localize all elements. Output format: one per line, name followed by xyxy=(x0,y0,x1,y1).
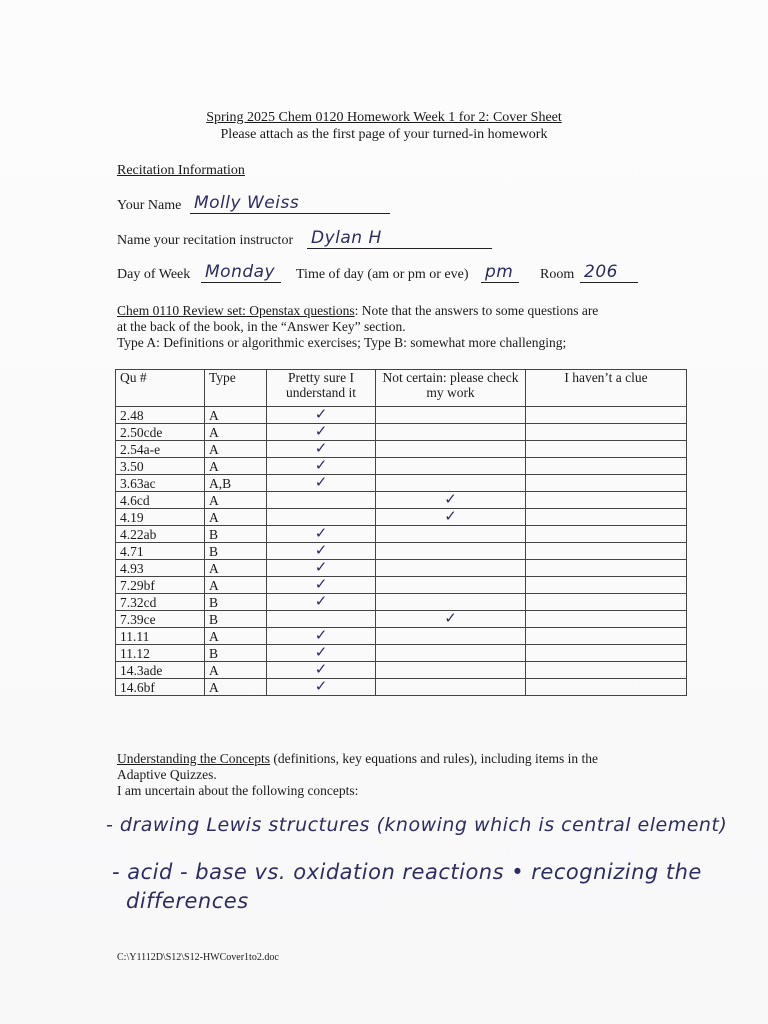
not-certain-cell[interactable] xyxy=(376,424,526,441)
pretty-sure-cell[interactable] xyxy=(267,560,376,577)
no-clue-cell[interactable] xyxy=(526,492,687,509)
table-row xyxy=(116,679,687,696)
table-row xyxy=(116,526,687,543)
check-mark-icon: ✓ xyxy=(314,440,328,457)
no-clue-cell[interactable] xyxy=(526,560,687,577)
header-no-clue: I haven’t a clue xyxy=(526,370,687,407)
not-certain-cell[interactable] xyxy=(376,441,526,458)
check-mark-icon: ✓ xyxy=(314,661,328,678)
not-certain-cell[interactable] xyxy=(376,594,526,611)
table-row xyxy=(116,645,687,662)
pretty-sure-cell[interactable] xyxy=(267,509,376,526)
no-clue-cell[interactable] xyxy=(526,407,687,424)
instructor-field[interactable] xyxy=(307,228,492,249)
concepts-line3: I am uncertain about the following concepts: xyxy=(117,783,359,798)
no-clue-cell[interactable] xyxy=(526,628,687,645)
concepts-line2: Adaptive Quizzes. xyxy=(117,767,217,782)
not-certain-cell[interactable] xyxy=(376,458,526,475)
question-type: A xyxy=(205,509,267,526)
pretty-sure-cell[interactable] xyxy=(267,407,376,424)
no-clue-cell[interactable] xyxy=(526,509,687,526)
question-number: 3.63ac xyxy=(116,475,205,492)
question-number: 2.48 xyxy=(116,407,205,424)
question-type: A xyxy=(205,492,267,509)
room-value: 206 xyxy=(584,262,618,282)
question-type: A xyxy=(205,458,267,475)
recitation-heading: Recitation Information xyxy=(117,163,245,178)
header-not-certain: Not certain: please check my work xyxy=(376,370,526,407)
check-mark-icon: ✓ xyxy=(314,644,328,661)
table-row xyxy=(116,424,687,441)
time-field[interactable] xyxy=(481,262,519,283)
question-number: 4.6cd xyxy=(116,492,205,509)
no-clue-cell[interactable] xyxy=(526,458,687,475)
review-line3: Type A: Definitions or algorithmic exercises; Type B: somewhat more challenging; xyxy=(117,335,567,350)
question-number: 7.32cd xyxy=(116,594,205,611)
table-row xyxy=(116,611,687,628)
question-type: A,B xyxy=(205,475,267,492)
question-type: B xyxy=(205,645,267,662)
not-certain-cell[interactable] xyxy=(376,543,526,560)
day-value: Monday xyxy=(205,262,276,282)
table-header-row xyxy=(116,370,687,407)
pretty-sure-cell[interactable] xyxy=(267,441,376,458)
check-mark-icon: ✓ xyxy=(314,525,328,542)
check-mark-icon: ✓ xyxy=(444,491,457,508)
question-number: 4.19 xyxy=(116,509,205,526)
pretty-sure-cell[interactable] xyxy=(267,526,376,543)
check-mark-icon: ✓ xyxy=(314,559,328,576)
table-row xyxy=(116,628,687,645)
question-table xyxy=(115,369,687,696)
room-label: Room xyxy=(540,267,575,282)
pretty-sure-cell[interactable] xyxy=(267,424,376,441)
review-paragraph xyxy=(117,303,657,351)
pretty-sure-cell[interactable] xyxy=(267,492,376,509)
header-pretty-sure: Pretty sure I understand it xyxy=(267,370,376,407)
question-number: 2.50cde xyxy=(116,424,205,441)
pretty-sure-cell[interactable] xyxy=(267,662,376,679)
not-certain-cell[interactable] xyxy=(376,577,526,594)
pretty-sure-cell[interactable] xyxy=(267,475,376,492)
question-number: 2.54a-e xyxy=(116,441,205,458)
check-mark-icon: ✓ xyxy=(314,678,328,695)
no-clue-cell[interactable] xyxy=(526,679,687,696)
question-type: B xyxy=(205,594,267,611)
pretty-sure-cell[interactable] xyxy=(267,679,376,696)
table-row xyxy=(116,407,687,424)
pretty-sure-cell[interactable] xyxy=(267,577,376,594)
table-row xyxy=(116,509,687,526)
table-body xyxy=(116,407,687,696)
question-type: B xyxy=(205,526,267,543)
not-certain-cell[interactable] xyxy=(376,492,526,509)
table-row xyxy=(116,441,687,458)
question-type: A xyxy=(205,441,267,458)
no-clue-cell[interactable] xyxy=(526,611,687,628)
not-certain-cell[interactable] xyxy=(376,526,526,543)
check-mark-icon: ✓ xyxy=(314,542,328,559)
table-row xyxy=(116,577,687,594)
question-type: A xyxy=(205,424,267,441)
question-number: 4.22ab xyxy=(116,526,205,543)
question-number: 7.39ce xyxy=(116,611,205,628)
question-type: B xyxy=(205,543,267,560)
check-mark-icon: ✓ xyxy=(314,576,328,593)
concepts-heading: Understanding the Concepts xyxy=(117,751,270,766)
header-type: Type xyxy=(205,370,267,407)
no-clue-cell[interactable] xyxy=(526,662,687,679)
check-mark-icon: ✓ xyxy=(314,406,328,423)
pretty-sure-cell[interactable] xyxy=(267,458,376,475)
not-certain-cell[interactable] xyxy=(376,560,526,577)
review-heading: Chem 0110 Review set: Openstax questions xyxy=(117,303,355,318)
not-certain-cell[interactable] xyxy=(376,475,526,492)
review-text: : Note that the answers to some questions are xyxy=(354,303,599,318)
table-row xyxy=(116,475,687,492)
not-certain-cell[interactable] xyxy=(376,628,526,645)
no-clue-cell[interactable] xyxy=(526,577,687,594)
pretty-sure-cell[interactable] xyxy=(267,543,376,560)
question-type: A xyxy=(205,577,267,594)
concepts-text: (definitions, key equations and rules), including items in the xyxy=(269,751,599,766)
day-label: Day of Week xyxy=(117,267,191,282)
check-mark-icon: ✓ xyxy=(444,610,457,627)
concepts-paragraph xyxy=(117,751,677,799)
pretty-sure-cell[interactable] xyxy=(267,628,376,645)
pretty-sure-cell[interactable] xyxy=(267,611,376,628)
question-number: 7.29bf xyxy=(116,577,205,594)
not-certain-cell[interactable] xyxy=(376,407,526,424)
question-number: 11.11 xyxy=(116,628,205,645)
pretty-sure-cell[interactable] xyxy=(267,594,376,611)
no-clue-cell[interactable] xyxy=(526,441,687,458)
no-clue-cell[interactable] xyxy=(526,645,687,662)
concept-answer-1: - drawing Lewis structures (knowing which is central element) xyxy=(106,814,728,836)
no-clue-cell[interactable] xyxy=(526,424,687,441)
not-certain-cell[interactable] xyxy=(376,611,526,628)
question-type: A xyxy=(205,662,267,679)
question-type: A xyxy=(205,407,267,424)
check-mark-icon: ✓ xyxy=(444,508,457,525)
time-label: Time of day (am or pm or eve) xyxy=(296,267,469,282)
table-row xyxy=(116,662,687,679)
not-certain-cell[interactable] xyxy=(376,679,526,696)
table-row xyxy=(116,594,687,611)
not-certain-cell[interactable] xyxy=(376,662,526,679)
question-type: B xyxy=(205,611,267,628)
no-clue-cell[interactable] xyxy=(526,594,687,611)
header-qu: Qu # xyxy=(116,370,205,407)
instructor-label: Name your recitation instructor xyxy=(117,233,294,248)
footer-file-path: C:\Y1112D\S12\S12-HWCover1to2.doc xyxy=(117,952,279,963)
question-number: 4.93 xyxy=(116,560,205,577)
not-certain-cell[interactable] xyxy=(376,645,526,662)
question-type: A xyxy=(205,628,267,645)
no-clue-cell[interactable] xyxy=(526,543,687,560)
name-value: Molly Weiss xyxy=(194,193,300,213)
concept-answer-2: - acid - base vs. oxidation reactions • recognizing the xyxy=(112,860,702,884)
check-mark-icon: ✓ xyxy=(314,457,328,474)
not-certain-cell[interactable] xyxy=(376,509,526,526)
pretty-sure-cell[interactable] xyxy=(267,645,376,662)
question-type: A xyxy=(205,560,267,577)
table-row xyxy=(116,543,687,560)
question-number: 4.71 xyxy=(116,543,205,560)
question-number: 11.12 xyxy=(116,645,205,662)
instructor-value: Dylan H xyxy=(311,228,382,248)
day-field[interactable] xyxy=(201,262,281,283)
check-mark-icon: ✓ xyxy=(314,593,328,610)
time-value: pm xyxy=(485,262,514,282)
question-type: A xyxy=(205,679,267,696)
table-row xyxy=(116,560,687,577)
question-number: 3.50 xyxy=(116,458,205,475)
check-mark-icon: ✓ xyxy=(314,474,328,491)
no-clue-cell[interactable] xyxy=(526,526,687,543)
table-row xyxy=(116,492,687,509)
document-subtitle: Please attach as the first page of your turned-in homework xyxy=(220,127,548,142)
concept-answer-3: differences xyxy=(126,889,249,913)
table-row xyxy=(116,458,687,475)
check-mark-icon: ✓ xyxy=(314,627,328,644)
review-line2: at the back of the book, in the “Answer Key” section. xyxy=(117,319,406,334)
no-clue-cell[interactable] xyxy=(526,475,687,492)
document-title: Spring 2025 Chem 0120 Homework Week 1 for 2: Cover Sheet xyxy=(206,110,562,125)
name-label: Your Name xyxy=(117,198,182,213)
question-number: 14.6bf xyxy=(116,679,205,696)
question-number: 14.3ade xyxy=(116,662,205,679)
room-field[interactable] xyxy=(580,262,638,283)
check-mark-icon: ✓ xyxy=(314,423,328,440)
name-field[interactable] xyxy=(190,193,390,214)
